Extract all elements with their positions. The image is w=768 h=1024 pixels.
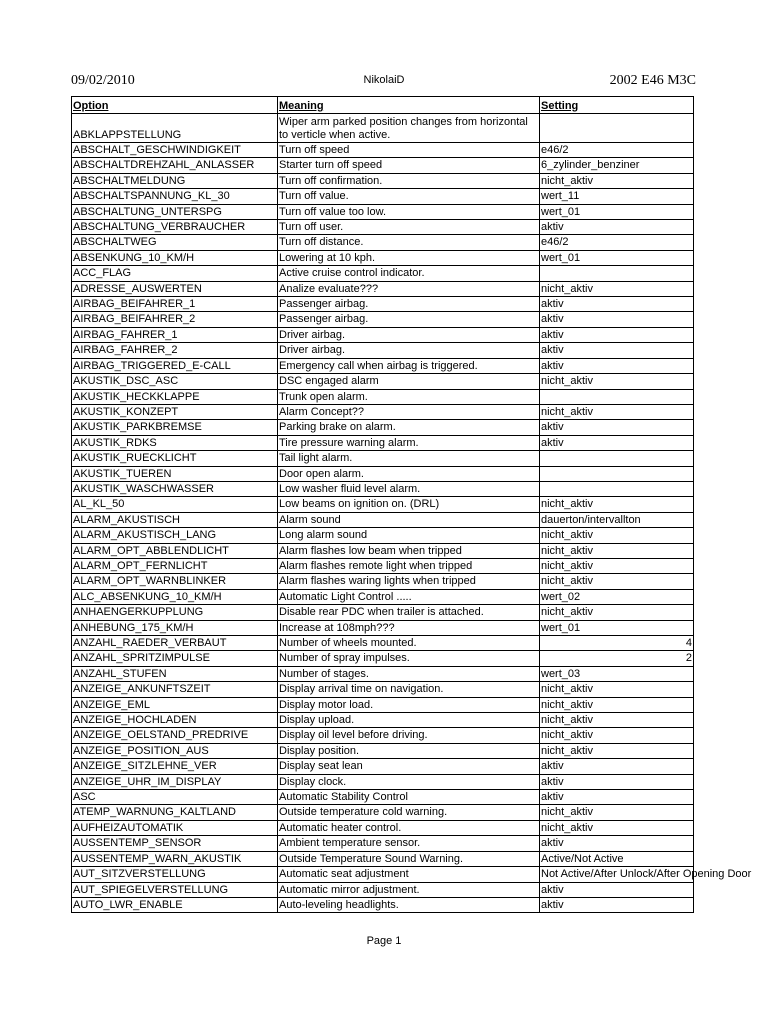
table-row [72,114,694,143]
table-row [72,281,694,296]
option-cell: ANHAENGERKUPPLUNG [72,605,278,620]
option-cell: ABSCHALTUNG_UNTERSPG [72,204,278,219]
table-row [72,158,694,173]
option-cell: ANZEIGE_HOCHLADEN [72,713,278,728]
meaning-cell: Display oil level before driving. [278,728,540,743]
table-row [72,805,694,820]
setting-cell: wert_11 [540,189,694,204]
meaning-cell: Outside temperature cold warning. [278,805,540,820]
meaning-cell: Turn off value too low. [278,204,540,219]
meaning-cell: Lowering at 10 kph. [278,250,540,265]
setting-cell: nicht_aktiv [540,820,694,835]
setting-cell: nicht_aktiv [540,528,694,543]
meaning-cell: Number of stages. [278,666,540,681]
option-cell: AIRBAG_BEIFAHRER_2 [72,312,278,327]
setting-cell [540,114,694,143]
header-date: 09/02/2010 [71,73,135,88]
meaning-cell: Automatic seat adjustment [278,867,540,882]
meaning-cell: Display arrival time on navigation. [278,682,540,697]
setting-cell: nicht_aktiv [540,374,694,389]
setting-cell: nicht_aktiv [540,728,694,743]
setting-cell: wert_01 [540,250,694,265]
option-cell: AKUSTIK_TUEREN [72,466,278,481]
table-row [72,404,694,419]
meaning-cell: Starter turn off speed [278,158,540,173]
option-cell: AUT_SPIEGELVERSTELLUNG [72,882,278,897]
column-header-setting: Setting [540,97,694,114]
option-cell: AIRBAG_FAHRER_1 [72,327,278,342]
setting-cell: aktiv [540,836,694,851]
meaning-cell: Trunk open alarm. [278,389,540,404]
meaning-cell: Alarm flashes remote light when tripped [278,558,540,573]
table-row [72,297,694,312]
meaning-cell: Alarm flashes low beam when tripped [278,543,540,558]
meaning-cell: Passenger airbag. [278,297,540,312]
meaning-cell: Number of spray impulses. [278,651,540,666]
table-row [72,728,694,743]
table-row [72,143,694,158]
setting-cell: wert_01 [540,204,694,219]
option-cell: ALARM_AKUSTISCH [72,512,278,527]
meaning-cell: Door open alarm. [278,466,540,481]
meaning-cell: Display position. [278,743,540,758]
setting-cell: aktiv [540,220,694,235]
table-row [72,743,694,758]
setting-cell: aktiv [540,312,694,327]
table-row [72,713,694,728]
setting-cell [540,389,694,404]
meaning-cell: DSC engaged alarm [278,374,540,389]
setting-cell: nicht_aktiv [540,743,694,758]
setting-cell [540,451,694,466]
option-cell: ANZAHL_RAEDER_VERBAUT [72,636,278,651]
setting-cell: 4 [540,636,694,651]
option-cell: ASC [72,790,278,805]
option-cell: ALARM_AKUSTISCH_LANG [72,528,278,543]
setting-cell: dauerton/intervallton [540,512,694,527]
option-cell: ABSCHALTMELDUNG [72,173,278,188]
meaning-cell: Outside Temperature Sound Warning. [278,851,540,866]
setting-cell: nicht_aktiv [540,697,694,712]
option-cell: AKUSTIK_DSC_ASC [72,374,278,389]
option-cell: ABKLAPPSTELLUNG [72,114,278,143]
meaning-cell: Alarm sound [278,512,540,527]
setting-cell: Not Active/After Unlock/After Opening Door [541,868,752,881]
setting-cell: wert_01 [540,620,694,635]
table-row [72,451,694,466]
setting-cell [540,481,694,496]
setting-cell: aktiv [540,343,694,358]
option-cell: ANZAHL_SPRITZIMPULSE [72,651,278,666]
meaning-cell: Active cruise control indicator. [278,266,540,281]
meaning-cell: Automatic Light Control ..... [278,589,540,604]
table-row [72,882,694,897]
setting-cell: 6_zylinder_benziner [540,158,694,173]
meaning-cell: Low washer fluid level alarm. [278,481,540,496]
meaning-cell: Increase at 108mph??? [278,620,540,635]
meaning-cell: Driver airbag. [278,327,540,342]
table-row [72,851,694,866]
column-header-option: Option [72,97,278,114]
table-row [72,836,694,851]
option-cell: AUT_SITZVERSTELLUNG [72,867,278,882]
setting-cell: nicht_aktiv [540,682,694,697]
meaning-cell: Driver airbag. [278,343,540,358]
table-row [72,682,694,697]
table-row [72,605,694,620]
table-row [72,173,694,188]
meaning-cell: Display seat lean [278,759,540,774]
table-row [72,697,694,712]
setting-cell: nicht_aktiv [540,404,694,419]
setting-cell: nicht_aktiv [540,281,694,296]
table-row [72,512,694,527]
option-cell: ABSCHALTUNG_VERBRAUCHER [72,220,278,235]
table-row [72,636,694,651]
meaning-cell: Long alarm sound [278,528,540,543]
option-cell: AKUSTIK_KONZEPT [72,404,278,419]
setting-cell: e46/2 [540,143,694,158]
setting-cell: aktiv [540,420,694,435]
meaning-cell: Automatic mirror adjustment. [278,882,540,897]
meaning-cell: Turn off confirmation. [278,173,540,188]
meaning-cell: Turn off speed [278,143,540,158]
table-row [72,759,694,774]
meaning-cell: Display motor load. [278,697,540,712]
option-cell: ANZEIGE_POSITION_AUS [72,743,278,758]
table-row [72,327,694,342]
table-row [72,312,694,327]
option-cell: ABSCHALTWEG [72,235,278,250]
option-cell: ANZEIGE_SITZLEHNE_VER [72,759,278,774]
table-row [72,558,694,573]
option-cell: ANZAHL_STUFEN [72,666,278,681]
setting-cell [540,466,694,481]
setting-cell: aktiv [540,297,694,312]
table-row [72,358,694,373]
table-row [72,528,694,543]
option-cell: AIRBAG_TRIGGERED_E-CALL [72,358,278,373]
meaning-cell: Alarm flashes waring lights when tripped [278,574,540,589]
setting-cell: e46/2 [540,235,694,250]
setting-cell: nicht_aktiv [540,173,694,188]
meaning-cell: Display upload. [278,713,540,728]
table-row [72,250,694,265]
header-author: NikolaiD [363,74,405,86]
table-row [72,266,694,281]
table-row [72,343,694,358]
meaning-cell: Turn off distance. [278,235,540,250]
meaning-cell: Wiper arm parked position changes from horizontal to verticle when active. [278,114,540,143]
option-cell: AKUSTIK_HECKKLAPPE [72,389,278,404]
page-number: Page 1 [366,935,402,947]
setting-cell: wert_03 [540,666,694,681]
option-cell: AUFHEIZAUTOMATIK [72,820,278,835]
setting-cell: Active/Not Active [540,851,694,866]
option-cell: ABSCHALTSPANNUNG_KL_30 [72,189,278,204]
option-cell: AIRBAG_FAHRER_2 [72,343,278,358]
table-row [72,574,694,589]
meaning-cell: Parking brake on alarm. [278,420,540,435]
meaning-cell: Automatic Stability Control [278,790,540,805]
setting-cell: nicht_aktiv [540,713,694,728]
table-row [72,220,694,235]
option-cell: ALARM_OPT_ABBLENDLICHT [72,543,278,558]
table-row [72,867,694,882]
table-row [72,774,694,789]
table-row [72,790,694,805]
option-cell: ALC_ABSENKUNG_10_KM/H [72,589,278,604]
table-row [72,666,694,681]
table-row [72,620,694,635]
option-cell: AUSSENTEMP_WARN_AKUSTIK [72,851,278,866]
column-header-meaning: Meaning [278,97,540,114]
setting-cell: nicht_aktiv [540,574,694,589]
meaning-cell: Low beams on ignition on. (DRL) [278,497,540,512]
option-cell: ANZEIGE_OELSTAND_PREDRIVE [72,728,278,743]
table-row [72,235,694,250]
setting-cell: aktiv [540,358,694,373]
option-cell: ACC_FLAG [72,266,278,281]
meaning-cell: Passenger airbag. [278,312,540,327]
option-cell: ANZEIGE_UHR_IM_DISPLAY [72,774,278,789]
option-cell: ANZEIGE_ANKUNFTSZEIT [72,682,278,697]
meaning-cell: Analize evaluate??? [278,281,540,296]
option-cell: AKUSTIK_RUECKLICHT [72,451,278,466]
meaning-cell: Tire pressure warning alarm. [278,435,540,450]
table-row [72,497,694,512]
meaning-cell: Tail light alarm. [278,451,540,466]
options-table [71,96,752,913]
meaning-cell: Ambient temperature sensor. [278,836,540,851]
meaning-cell: Turn off value. [278,189,540,204]
table-row [72,820,694,835]
setting-cell: 2 [540,651,694,666]
setting-cell [540,266,694,281]
option-cell: ANZEIGE_EML [72,697,278,712]
setting-cell: nicht_aktiv [540,497,694,512]
option-cell: ADRESSE_AUSWERTEN [72,281,278,296]
table-header-row [72,97,694,114]
option-cell: ATEMP_WARNUNG_KALTLAND [72,805,278,820]
table-row [72,543,694,558]
option-cell: AKUSTIK_WASCHWASSER [72,481,278,496]
option-cell: ALARM_OPT_FERNLICHT [72,558,278,573]
option-cell: AUTO_LWR_ENABLE [72,897,278,912]
option-cell: ANHEBUNG_175_KM/H [72,620,278,635]
meaning-cell: Number of wheels mounted. [278,636,540,651]
table-row [72,589,694,604]
option-cell: AUSSENTEMP_SENSOR [72,836,278,851]
table-row [72,189,694,204]
table-row [72,389,694,404]
setting-cell: nicht_aktiv [540,558,694,573]
option-cell: AKUSTIK_RDKS [72,435,278,450]
option-cell: AIRBAG_BEIFAHRER_1 [72,297,278,312]
table-row [72,374,694,389]
table-row [72,651,694,666]
table-row [72,466,694,481]
table-row [72,435,694,450]
meaning-cell: Emergency call when airbag is triggered. [278,358,540,373]
option-cell: ABSCHALT_GESCHWINDIGKEIT [72,143,278,158]
header-title: 2002 E46 M3C [609,73,696,88]
setting-cell: aktiv [540,759,694,774]
setting-cell: nicht_aktiv [540,605,694,620]
table-row [72,897,694,912]
meaning-cell: Turn off user. [278,220,540,235]
setting-cell: aktiv [540,327,694,342]
table-row [72,481,694,496]
setting-cell: wert_02 [540,589,694,604]
option-cell: ALARM_OPT_WARNBLINKER [72,574,278,589]
setting-cell: aktiv [540,790,694,805]
meaning-cell: Disable rear PDC when trailer is attached. [278,605,540,620]
setting-cell: aktiv [540,882,694,897]
meaning-cell: Alarm Concept?? [278,404,540,419]
setting-cell: aktiv [540,897,694,912]
meaning-cell: Auto-leveling headlights. [278,897,540,912]
table-row [72,204,694,219]
setting-cell: nicht_aktiv [540,543,694,558]
option-cell: ABSCHALTDREHZAHL_ANLASSER [72,158,278,173]
meaning-cell: Display clock. [278,774,540,789]
setting-cell: nicht_aktiv [540,805,694,820]
setting-cell: aktiv [540,774,694,789]
meaning-cell: Automatic heater control. [278,820,540,835]
option-cell: ABSENKUNG_10_KM/H [72,250,278,265]
option-cell: AKUSTIK_PARKBREMSE [72,420,278,435]
option-cell: AL_KL_50 [72,497,278,512]
setting-cell: aktiv [540,435,694,450]
table-row [72,420,694,435]
